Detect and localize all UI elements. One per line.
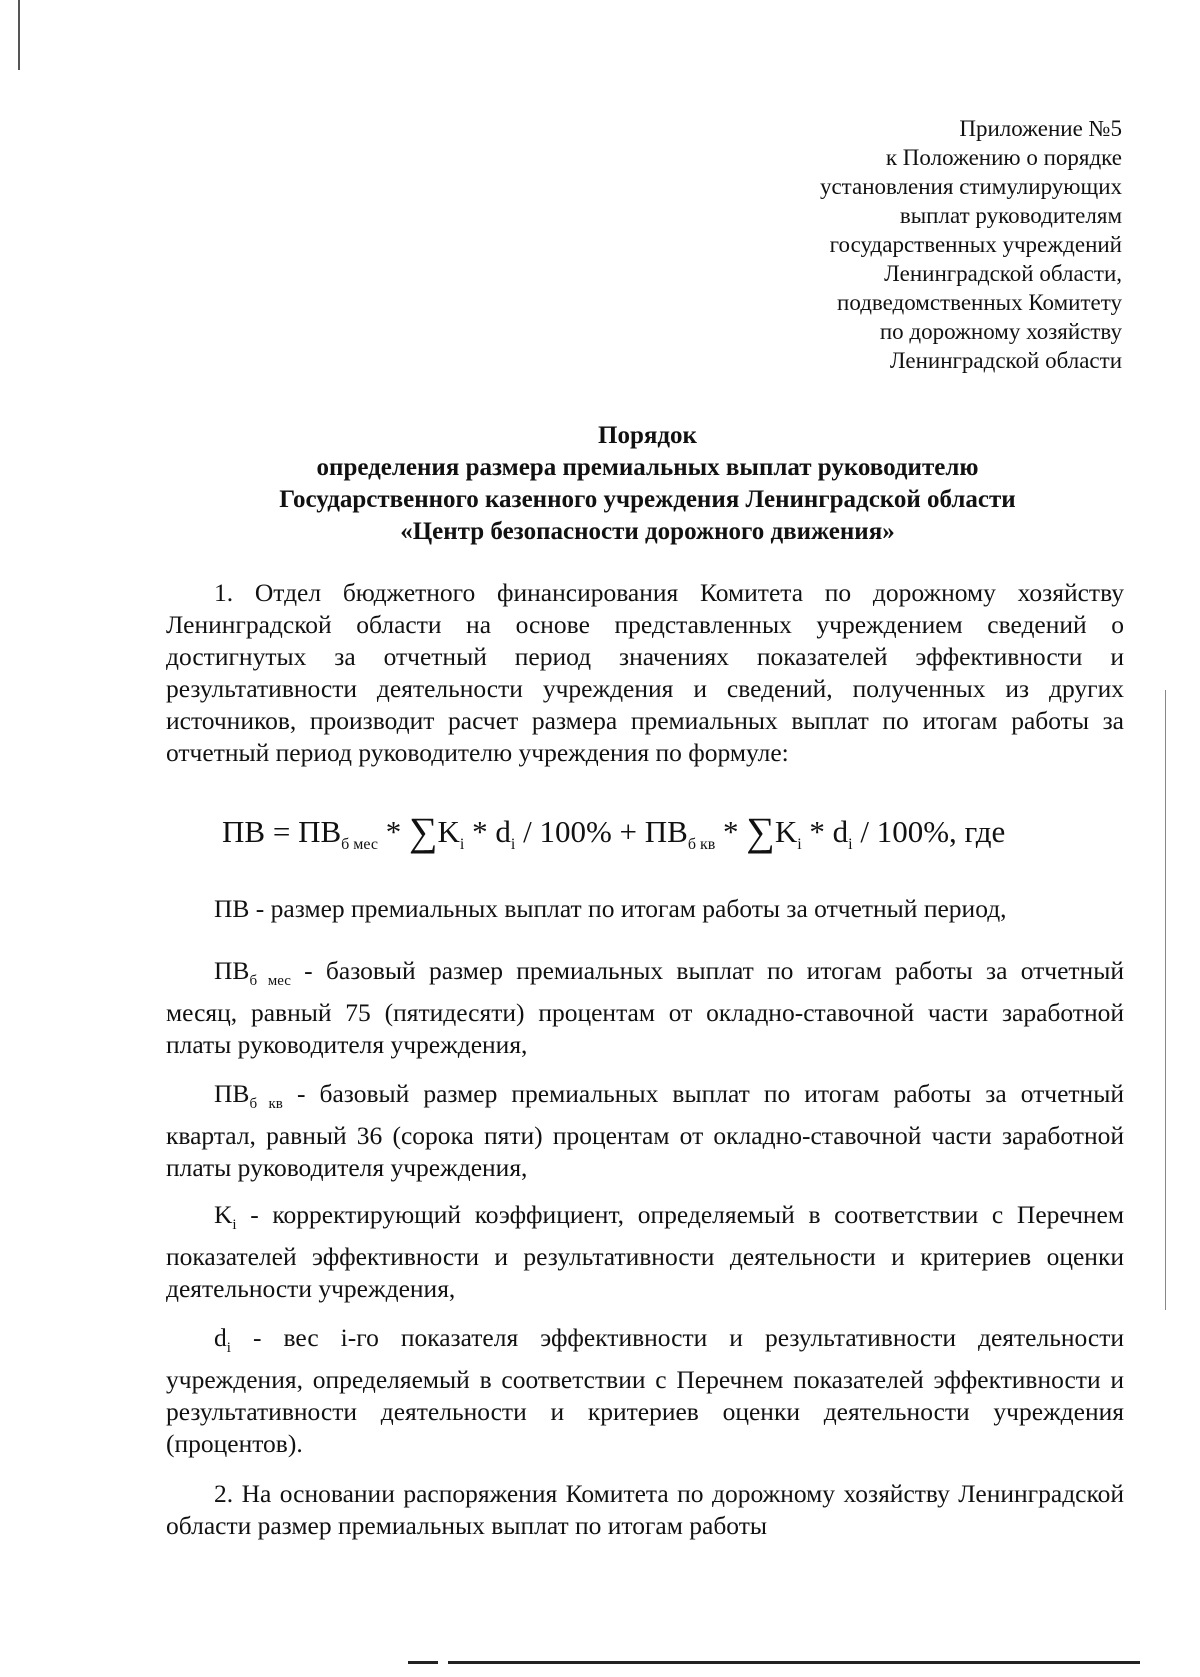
definition-pvb-mes xyxy=(166,955,1124,1061)
formula-sub-kv: б кв xyxy=(687,836,716,854)
symbol: ПВ xyxy=(214,956,250,985)
formula-op: * xyxy=(464,814,496,849)
paragraph-2-text: 2. На основании распоряжения Комитета по дорожному хозяйству Ленинградской области размер премиальных выплат по итогам работы xyxy=(166,1479,1124,1540)
formula-op: * xyxy=(378,814,410,849)
symbol: d xyxy=(214,1323,227,1352)
definition-di xyxy=(166,1322,1124,1460)
definition-pv-text: ПВ - размер премиальных выплат по итогам работы за отчетный период, xyxy=(214,894,1007,923)
annex-line: подведомственных Комитету xyxy=(837,290,1122,315)
paragraph-1 xyxy=(166,577,1124,769)
formula-op: / 100% + xyxy=(515,814,645,849)
formula-d: d xyxy=(832,814,849,849)
symbol-sub: i xyxy=(232,1217,237,1234)
formula-d: d xyxy=(495,814,511,849)
title-line: «Центр безопасности дорожного движения» xyxy=(400,518,895,545)
sum-symbol: ∑ xyxy=(409,809,438,854)
definition-text: - базовый размер премиальных выплат по итогам работы за отчетный месяц, равный 75 (пятидесяти) процентам от окладно-ставочной части заработной платы руководителя учреждения, xyxy=(166,956,1124,1060)
formula-pv: ПВ xyxy=(222,814,266,849)
annex-line: по дорожному хозяйству xyxy=(879,319,1122,344)
footer-rule-long xyxy=(448,1661,1140,1664)
formula-sub-i: i xyxy=(459,836,465,854)
formula-tail: / 100%, где xyxy=(852,814,1006,849)
annex-line: Ленинградской области, xyxy=(884,261,1122,286)
sum-symbol: ∑ xyxy=(746,809,775,854)
formula-k: K xyxy=(774,814,798,849)
formula-sub-i: i xyxy=(510,836,516,854)
formula xyxy=(222,808,1102,855)
annex-line: выплат руководителям xyxy=(899,203,1122,228)
definition-text: - вес i-го показателя эффективности и результативности деятельности учреждения, определяемый в соответствии с Перечнем показателей эффективности и результативности деятельности и критериев оценки деятельности учреждения (процентов). xyxy=(166,1323,1124,1459)
symbol: ПВ xyxy=(214,1079,250,1108)
title-line: Государственного казенного учреждения Ленинградской области xyxy=(279,486,1016,513)
symbol-sub: i xyxy=(226,1340,231,1357)
symbol-sub: б мес xyxy=(249,973,291,990)
formula-eq: = xyxy=(265,814,299,849)
annex-line: Ленинградской области xyxy=(889,348,1122,373)
definition-pvb-kv xyxy=(166,1078,1124,1184)
formula-op: * xyxy=(715,814,747,849)
document-title xyxy=(160,420,1135,548)
formula-k: K xyxy=(437,814,460,849)
footer-rule xyxy=(408,1661,438,1664)
annex-line: к Положению о порядке xyxy=(885,145,1122,170)
formula-pvb-mes: ПВ xyxy=(298,814,342,849)
title-line: Порядок xyxy=(598,422,697,449)
formula-op: * xyxy=(801,814,833,849)
symbol: K xyxy=(214,1200,233,1229)
annex-line: установления стимулирующих xyxy=(819,174,1122,199)
title-line: определения размера премиальных выплат руководителю xyxy=(316,454,979,481)
scan-edge-mark xyxy=(18,0,20,70)
definition-text: - корректирующий коэффициент, определяемый в соответствии с Перечнем показателей эффективности и результативности деятельности и критериев оценки деятельности учреждения, xyxy=(166,1200,1124,1304)
annex-header xyxy=(702,114,1122,375)
formula-sub-i: i xyxy=(848,836,853,854)
paragraph-2 xyxy=(166,1478,1124,1542)
formula-pvb-kv: ПВ xyxy=(644,814,688,849)
symbol-sub: б кв xyxy=(249,1096,283,1113)
annex-line: Приложение №5 xyxy=(959,116,1122,141)
formula-sub-i: i xyxy=(797,836,802,854)
definition-pv xyxy=(166,893,1124,925)
paragraph-1-text: 1. Отдел бюджетного финансирования Комитета по дорожному хозяйству Ленинградской области на основе представленных учреждением сведений о достигнутых за отчетный период значениях показателей эффективности и результативности деятельности учреждения и сведений, полученных из других источников, производит расчет размера премиальных выплат по итогам работы за отчетный период руководителю учреждения по формуле: xyxy=(166,578,1124,767)
definition-ki xyxy=(166,1199,1124,1305)
definition-text: - базовый размер премиальных выплат по итогам работы за отчетный квартал, равный 36 (сорока пяти) процентам от окладно-ставочной части заработной платы руководителя учреждения, xyxy=(166,1079,1124,1183)
annex-line: государственных учреждений xyxy=(829,232,1122,257)
formula-sub-mes: б мес xyxy=(341,836,379,854)
scan-margin-line xyxy=(1165,690,1166,1310)
